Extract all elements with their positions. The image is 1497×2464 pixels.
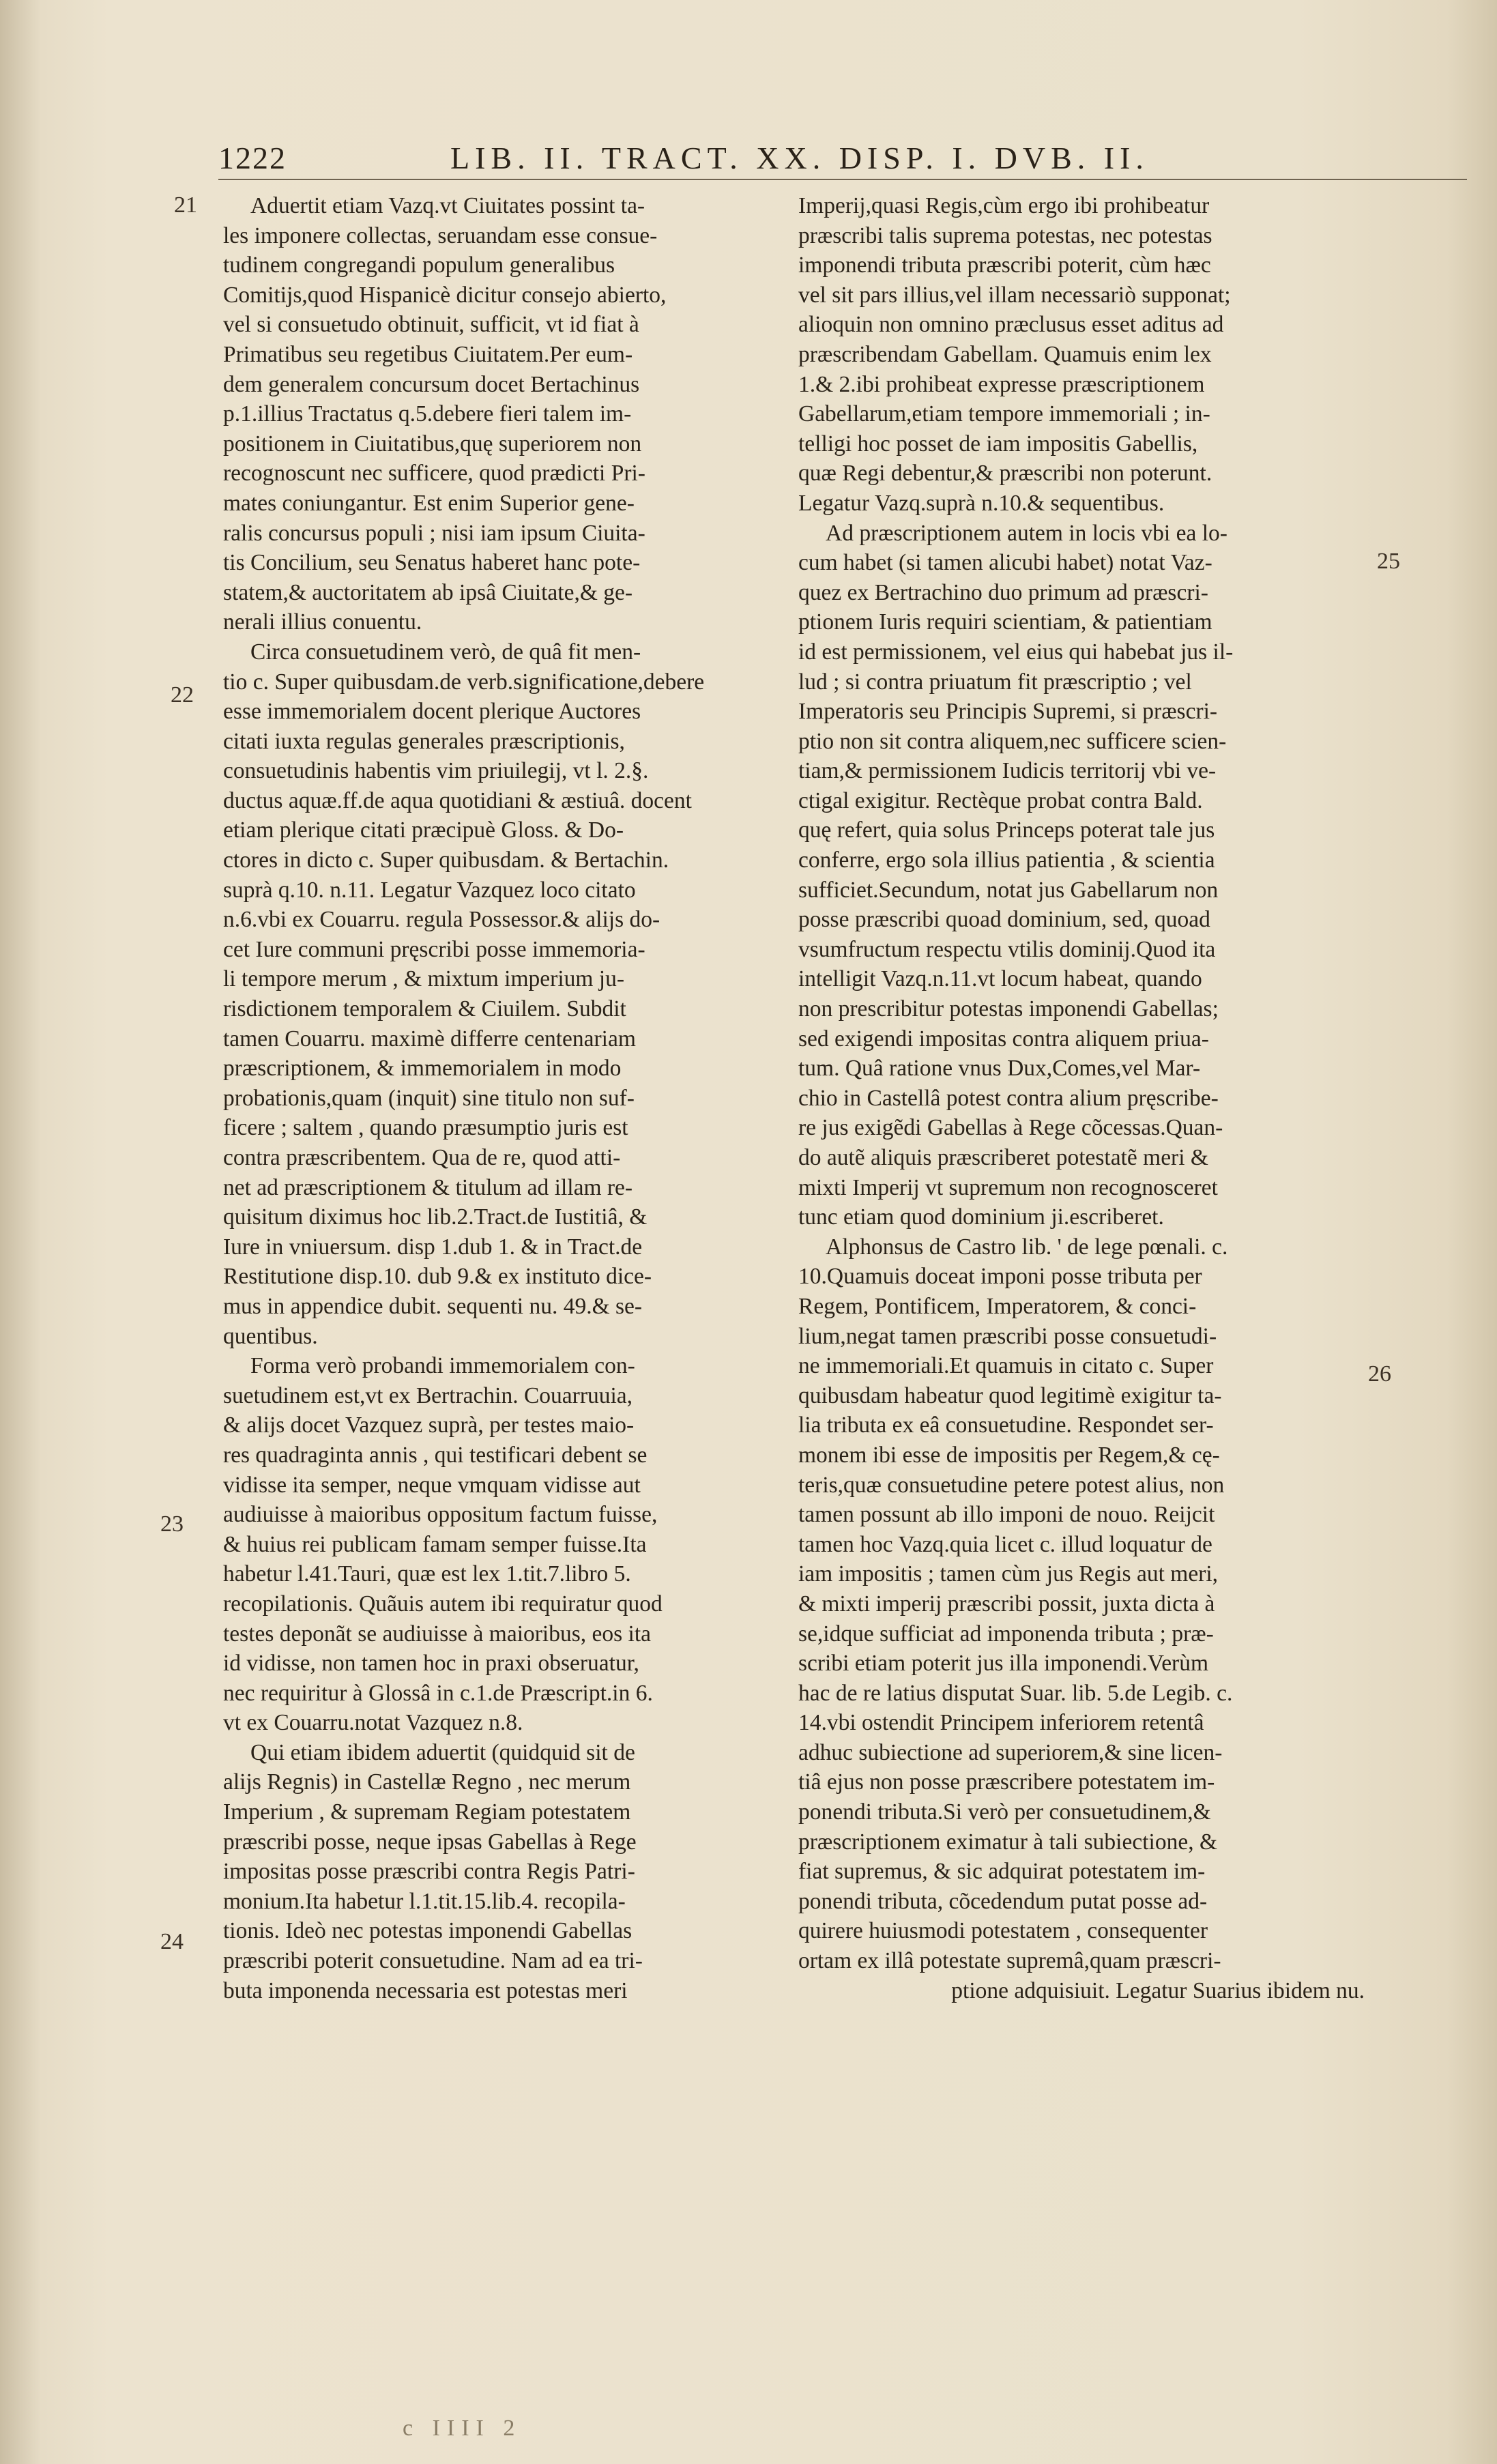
text-line: vel sit pars illius,vel illam necessariò supponat;	[798, 282, 1231, 308]
margin-number-26: 26	[1368, 1361, 1391, 1387]
text-line: nec requiritur à Glossâ in c.1.de Præscript.in 6.	[223, 1680, 653, 1706]
text-line: sufficiet.Secundum, notat jus Gabellarum non	[798, 877, 1219, 903]
text-line: Circa consuetudinem verò, de quâ fit men-	[250, 639, 641, 665]
text-line: lia tributa ex eâ consuetudine. Respondet ser-	[798, 1412, 1214, 1438]
text-line: tamen Couarru. maximè differre centenariam	[223, 1026, 636, 1052]
text-line: scribi etiam poterit jus illa imponendi.Verùm	[798, 1651, 1209, 1677]
text-line: li tempore merum , & mixtum imperium ju-	[223, 966, 625, 992]
text-line: ductus aquæ.ff.de aqua quotidiani & æstiuâ. docent	[223, 787, 692, 813]
text-line: posse præscribi quoad dominium, sed, quoad	[798, 907, 1210, 933]
text-line: iam impositis ; tamen cùm jus Regis aut meri,	[798, 1561, 1219, 1587]
margin-number-23: 23	[160, 1511, 184, 1537]
text-line: impositas posse præscribi contra Regis Patri-	[223, 1859, 635, 1885]
text-line: adhuc subiectione ad superiorem,& sine licen-	[798, 1739, 1223, 1765]
text-line: n.6.vbi ex Couarru. regula Possessor.& alijs do-	[223, 907, 660, 933]
text-line: chio in Castellâ potest contra alium pręscribe-	[798, 1085, 1219, 1111]
text-line: do autẽ aliquis præscriberet potestatẽ meri &	[798, 1145, 1208, 1170]
text-line: ponendi tributa.Si verò per consuetudinem,&	[798, 1799, 1211, 1825]
text-line: mus in appendice dubit. sequenti nu. 49.& se-	[223, 1293, 643, 1319]
signature-mark: c IIII 2	[403, 2416, 522, 2441]
text-line: tamen possunt ab illo imponi de nouo. Reijcit	[798, 1502, 1215, 1528]
text-line: cum habet (si tamen alicubi habet) notat Vaz-	[798, 550, 1212, 576]
text-line: teris,quæ consuetudine petere potest alius, non	[798, 1472, 1225, 1498]
text-line: nerali illius conuentu.	[223, 609, 422, 635]
text-line: res quadraginta annis , qui testificari debent se	[223, 1442, 648, 1468]
text-line: suprà q.10. n.11. Legatur Vazquez loco citato	[223, 877, 636, 903]
margin-number-22: 22	[171, 682, 194, 708]
text-line: alioquin non omnino præclusus esset aditus ad	[798, 312, 1224, 338]
text-line: ne immemoriali.Et quamuis in citato c. Super	[798, 1353, 1214, 1379]
text-line: positionem in Ciuitatibus,quę superiorem non	[223, 431, 642, 456]
text-line: lium,negat tamen præscribi posse consuetudi-	[798, 1323, 1217, 1349]
text-line: contra præscribentem. Qua de re, quod atti-	[223, 1145, 621, 1170]
text-line: etiam plerique citati præcipuè Gloss. & Do-	[223, 817, 624, 843]
text-line: les imponere collectas, seruandam esse consue-	[223, 222, 658, 248]
text-line: tamen hoc Vazq.quia licet c. illud loquatur de	[798, 1531, 1212, 1557]
text-line: Comitijs,quod Hispanicè dicitur consejo abierto,	[223, 282, 667, 308]
text-line: Imperij,quasi Regis,cùm ergo ibi prohibeatur	[798, 193, 1210, 218]
text-line: vel si consuetudo obtinuit, sufficit, vt id fiat à	[223, 312, 639, 338]
text-line: conferre, ergo sola illius patientia , & scientia	[798, 847, 1215, 873]
text-line: 1.& 2.ibi prohibeat expresse præscriptionem	[798, 371, 1205, 397]
text-line: & alijs docet Vazquez suprà, per testes maio-	[223, 1412, 635, 1438]
text-line: p.1.illius Tractatus q.5.debere fieri talem im-	[223, 401, 632, 427]
header-rule	[218, 179, 1467, 180]
text-line: citati iuxta regulas generales præscriptionis,	[223, 728, 625, 754]
text-line: 14.vbi ostendit Principem inferiorem retentâ	[798, 1710, 1204, 1736]
text-line: habetur l.41.Tauri, quæ est lex 1.tit.7.libro 5.	[223, 1561, 631, 1587]
text-line: Gabellarum,etiam tempore immemoriali ; in-	[798, 401, 1210, 427]
text-line: mates coniungantur. Est enim Superior gene-	[223, 490, 635, 516]
text-line: & huius rei publicam famam semper fuisse.Ita	[223, 1531, 647, 1557]
text-line: 10.Quamuis doceat imponi posse tributa per	[798, 1264, 1202, 1290]
running-head	[218, 140, 1467, 188]
text-line: ralis concursus populi ; nisi iam ipsum Ciuita-	[223, 520, 645, 546]
text-line: quirere huiusmodi potestatem , consequenter	[798, 1918, 1208, 1944]
text-line: ptione adquisiuit. Legatur Suarius ibidem nu.	[951, 1977, 1365, 2003]
text-line: ficere ; saltem , quando præsumptio juris est	[223, 1115, 628, 1141]
text-line: buta imponenda necessaria est potestas meri	[223, 1977, 628, 2003]
text-line: audiuisse à maioribus oppositum factum fuisse,	[223, 1502, 658, 1528]
text-line: præscribendam Gabellam. Quamuis enim lex	[798, 341, 1212, 367]
text-line: recognoscunt nec sufficere, quod prædicti Pri-	[223, 461, 645, 487]
text-line: probationis,quam (inquit) sine titulo non suf-	[223, 1085, 635, 1111]
text-line: monium.Ita habetur l.1.tit.15.lib.4. recopila-	[223, 1888, 626, 1914]
text-line: præscribi poterit consuetudine. Nam ad ea tri-	[223, 1948, 643, 1974]
text-line: ptionem Iuris requiri scientiam, & patientiam	[798, 609, 1212, 635]
text-line: recopilationis. Quãuis autem ibi requiratur quod	[223, 1591, 663, 1617]
text-line: monem ibi esse de impositis per Regem,& cę-	[798, 1442, 1220, 1468]
text-line: esse immemorialem docent plerique Auctores	[223, 699, 641, 725]
margin-number-21: 21	[174, 192, 197, 218]
text-line: ponendi tributa, cõcedendum putat posse ad-	[798, 1888, 1208, 1914]
text-line: fiat supremus, & sic adquirat potestatem im-	[798, 1859, 1206, 1885]
text-line: telligi hoc posset de iam impositis Gabellis,	[798, 431, 1198, 456]
margin-number-24: 24	[160, 1929, 184, 1954]
text-line: Primatibus seu regetibus Ciuitatem.Per eum-	[223, 341, 633, 367]
text-line: imponendi tributa præscribi poterit, cùm hæc	[798, 252, 1211, 278]
text-line: ctigal exigitur. Rectèque probat contra Bald.	[798, 787, 1203, 813]
text-line: net ad præscriptionem & titulum ad illam re-	[223, 1174, 633, 1200]
text-line: dem generalem concursum docet Bertachinus	[223, 371, 640, 397]
left-column	[223, 191, 776, 2005]
text-line: testes deponãt se audiuisse à maioribus, eos ita	[223, 1621, 652, 1647]
text-line: lud ; si contra priuatum fit præscriptio ; vel	[798, 669, 1192, 695]
text-line: Restitutione disp.10. dub 9.& ex instituto dice-	[223, 1264, 652, 1290]
text-line: tis Concilium, seu Senatus haberet hanc pote-	[223, 550, 641, 576]
text-line: vt ex Couarru.notat Vazquez n.8.	[223, 1710, 523, 1736]
text-line: tiâ ejus non posse præscribere potestatem im-	[798, 1769, 1215, 1795]
text-line: præscribi talis suprema potestas, nec potestas	[798, 222, 1212, 248]
text-line: Aduertit etiam Vazq.vt Ciuitates possint ta-	[250, 193, 645, 218]
text-line: Imperium , & supremam Regiam potestatem	[223, 1799, 631, 1825]
page-number: 1222	[218, 141, 287, 175]
text-line: Ad præscriptionem autem in locis vbi ea lo-	[826, 520, 1227, 546]
text-line: quibusdam habeatur quod legitimè exigitur ta-	[798, 1382, 1222, 1408]
text-line: consuetudinis habentis vim priuilegij, vt l. 2.§.	[223, 758, 649, 784]
text-line: tionis. Ideò nec potestas imponendi Gabellas	[223, 1918, 633, 1944]
text-line: Alphonsus de Castro lib. ' de lege pœnali. c.	[826, 1234, 1228, 1260]
text-line: suetudinem est,vt ex Bertrachin. Couarruuia,	[223, 1382, 633, 1408]
text-line: Imperatoris seu Principis Supremi, si præscri-	[798, 699, 1218, 725]
text-line: ctores in dicto c. Super quibusdam. & Bertachin.	[223, 847, 669, 873]
text-line: Legatur Vazq.suprà n.10.& sequentibus.	[798, 490, 1165, 516]
text-line: alijs Regnis) in Castellæ Regno , nec merum	[223, 1769, 631, 1795]
text-line: id vidisse, non tamen hoc in praxi obseruatur,	[223, 1651, 639, 1677]
text-line: quentibus.	[223, 1323, 318, 1349]
text-line: tunc etiam quod dominium ji.escriberet.	[798, 1204, 1164, 1230]
text-line: præscribi posse, neque ipsas Gabellas à Rege	[223, 1829, 637, 1855]
running-title: LIB. II. TRACT. XX. DISP. I. DVB. II.	[450, 141, 1149, 175]
text-line: se,idque sufficiat ad imponenda tributa ; præ-	[798, 1621, 1214, 1647]
text-line: tiam,& permissionem Iudicis territorij vbi ve-	[798, 758, 1217, 784]
text-line: intelligit Vazq.n.11.vt locum habeat, quando	[798, 966, 1202, 992]
text-line: ptio non sit contra aliquem,nec sufficere scien-	[798, 728, 1227, 754]
text-line: Iure in vniuersum. disp 1.dub 1. & in Tract.de	[223, 1234, 643, 1260]
text-line: tum. Quâ ratione vnus Dux,Comes,vel Mar-	[798, 1056, 1201, 1082]
text-line: quæ Regi debentur,& præscribi non poterunt.	[798, 461, 1212, 487]
text-line: tudinem congregandi populum generalibus	[223, 252, 615, 278]
text-line: mixti Imperij vt supremum non recognosceret	[798, 1174, 1218, 1200]
text-line: quez ex Bertrachino duo primum ad præscri-	[798, 579, 1208, 605]
text-line: id est permissionem, vel eius qui habebat jus il-	[798, 639, 1234, 665]
text-line: re jus exigẽdi Gabellas à Rege cõcessas.Quan-	[798, 1115, 1223, 1141]
right-column	[798, 191, 1371, 2005]
margin-number-25: 25	[1377, 549, 1400, 574]
text-line: statem,& auctoritatem ab ipsâ Ciuitate,& ge-	[223, 579, 633, 605]
text-line: Qui etiam ibidem aduertit (quidquid sit de	[250, 1739, 635, 1765]
text-line: ortam ex illâ potestate supremâ,quam præscri-	[798, 1948, 1221, 1974]
text-line: hac de re latius disputat Suar. lib. 5.de Legib. c.	[798, 1680, 1233, 1706]
text-line: quę refert, quia solus Princeps poterat tale jus	[798, 817, 1215, 843]
text-line: præscriptionem, & immemorialem in modo	[223, 1056, 622, 1082]
text-line: tio c. Super quibusdam.de verb.significatione,debere	[223, 669, 705, 695]
text-line: præscriptionem eximatur à tali subiectione, &	[798, 1829, 1218, 1855]
text-line: risdictionem temporalem & Ciuilem. Subdit	[223, 996, 626, 1022]
text-line: vsumfructum respectu vtilis dominij.Quod ita	[798, 936, 1216, 962]
text-line: sed exigendi impositas contra aliquem priua-	[798, 1026, 1209, 1052]
text-line: Forma verò probandi immemorialem con-	[250, 1353, 635, 1379]
text-line: non prescribitur potestas imponendi Gabellas;	[798, 996, 1219, 1022]
text-line: Regem, Pontificem, Imperatorem, & conci-	[798, 1293, 1197, 1319]
text-line: cet Iure communi pręscribi posse immemoria-	[223, 936, 645, 962]
text-line: & mixti imperij præscribi possit, juxta dicta à	[798, 1591, 1215, 1617]
text-line: quisitum diximus hoc lib.2.Tract.de Iustitiâ, &	[223, 1204, 648, 1230]
text-line: vidisse ita semper, neque vmquam vidisse aut	[223, 1472, 641, 1498]
